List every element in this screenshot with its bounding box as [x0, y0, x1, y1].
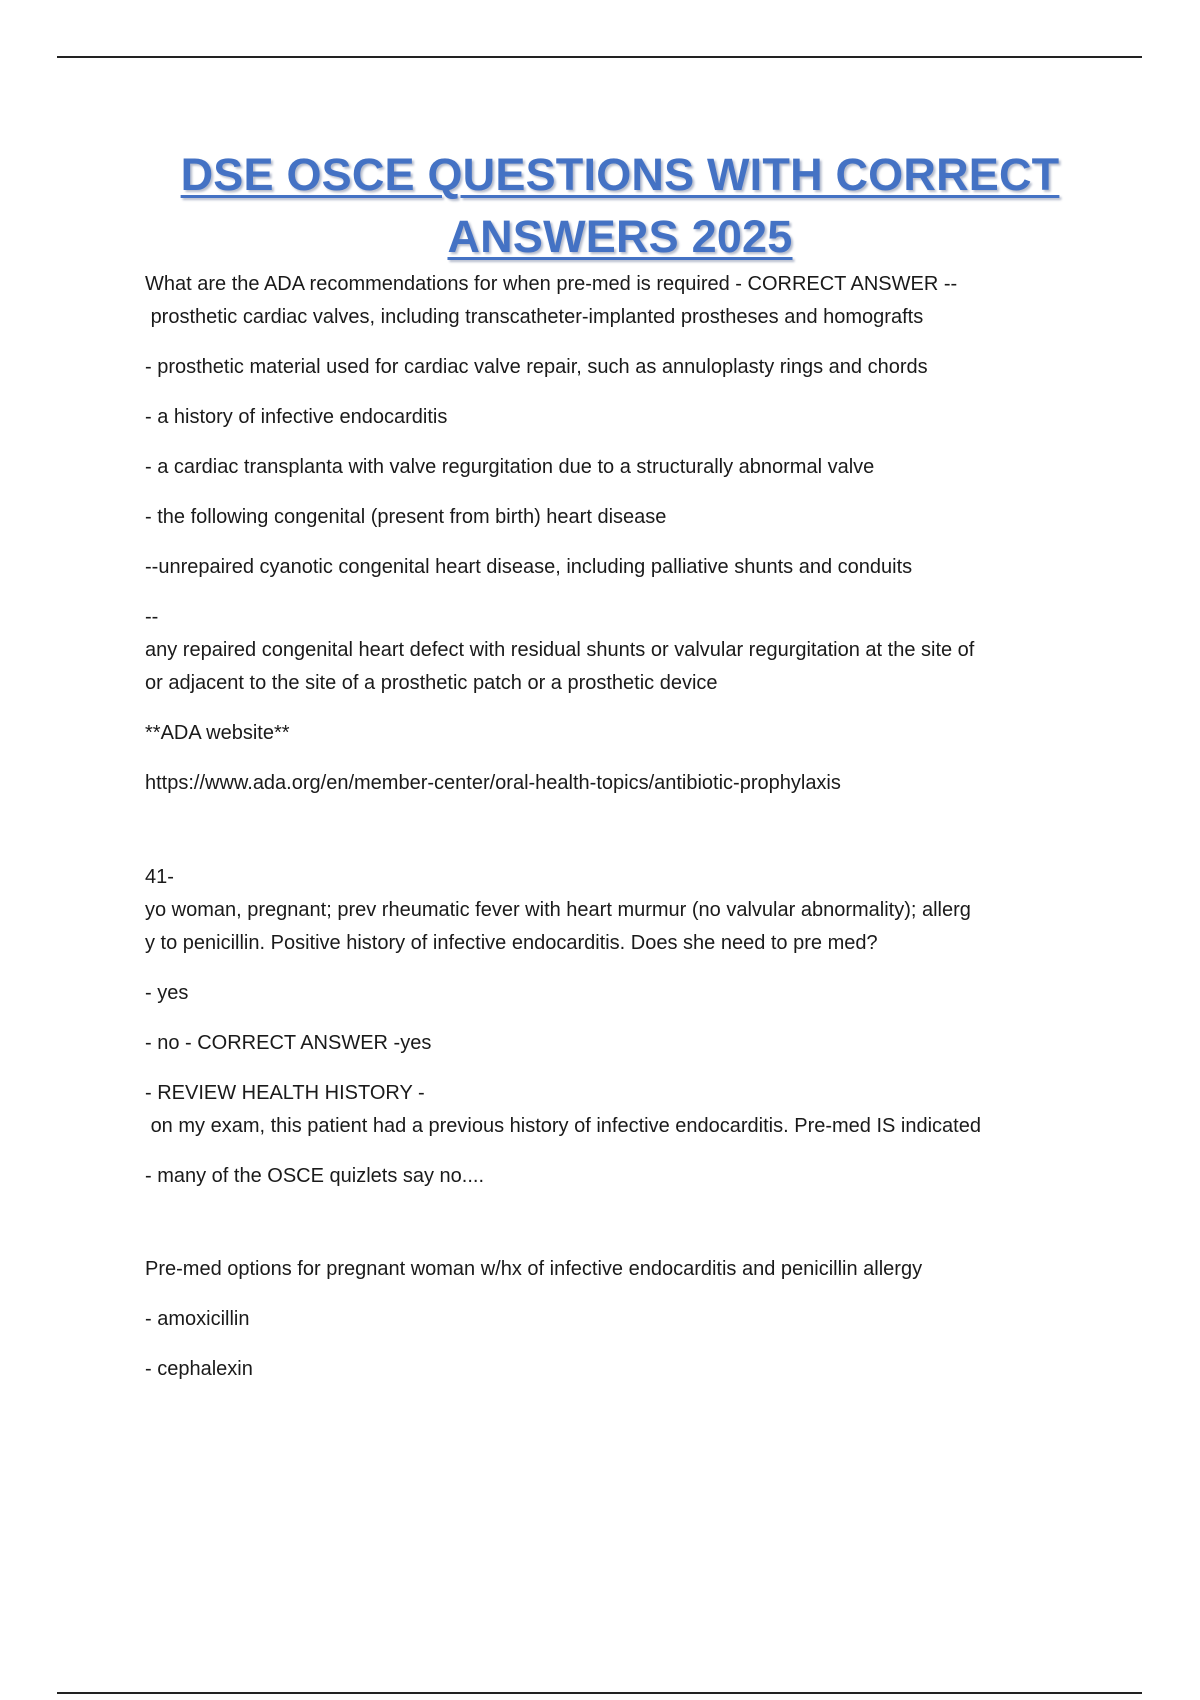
bottom-rule: [57, 1692, 1142, 1694]
question-premed-options: Pre-med options for pregnant woman w/hx of infective endocarditis and penicillin allergy: [145, 1258, 923, 1280]
list-item: - prosthetic material used for cardiac valve repair, such as annuloplasty rings and chords: [145, 356, 928, 378]
list-item: - a cardiac transplanta with valve regurgitation due to a structurally abnormal valve: [145, 456, 875, 478]
quizlet-note: - many of the OSCE quizlets say no....: [145, 1165, 485, 1187]
list-item: - a history of infective endocarditis: [145, 406, 448, 428]
option-item: - amoxicillin: [145, 1308, 250, 1330]
title-line-2: ANSWERS 2025: [447, 211, 793, 262]
question-line-2: y to penicillin. Positive history of infective endocarditis. Does she need to pre med?: [145, 932, 878, 954]
list-item: - the following congenital (present from birth) heart disease: [145, 506, 667, 528]
document-body: [145, 268, 1090, 1403]
review-detail: on my exam, this patient had a previous history of infective endocarditis. Pre-med IS indicated: [145, 1115, 981, 1137]
option-no-answer: - no - CORRECT ANSWER -yes: [145, 1032, 432, 1054]
review-health-history: - REVIEW HEALTH HISTORY -: [145, 1082, 425, 1104]
source-url: https://www.ada.org/en/member-center/oral-health-topics/antibiotic-prophylaxis: [145, 772, 841, 794]
option-item: - cephalexin: [145, 1358, 253, 1380]
source-label: **ADA website**: [145, 722, 290, 744]
document-title: [140, 144, 1100, 268]
question-line-1: yo woman, pregnant; prev rheumatic fever with heart murmur (no valvular abnormality); allerg: [145, 899, 971, 921]
question-number: 41-: [145, 866, 174, 888]
title-line-1: DSE OSCE QUESTIONS WITH CORRECT: [180, 149, 1060, 200]
question-ada-premed: What are the ADA recommendations for when pre-med is required - CORRECT ANSWER --: [145, 273, 958, 295]
option-yes: - yes: [145, 982, 189, 1004]
repaired-defect-line-2: or adjacent to the site of a prosthetic patch or a prosthetic device: [145, 672, 718, 694]
repaired-defect-line-1: any repaired congenital heart defect with residual shunts or valvular regurgitation at the site of: [145, 639, 975, 661]
top-rule: [57, 56, 1142, 58]
list-item: --unrepaired cyanotic congenital heart disease, including palliative shunts and conduits: [145, 556, 913, 578]
answer-intro: prosthetic cardiac valves, including transcatheter-implanted prostheses and homografts: [145, 306, 924, 328]
dash-separator: --: [145, 606, 159, 628]
